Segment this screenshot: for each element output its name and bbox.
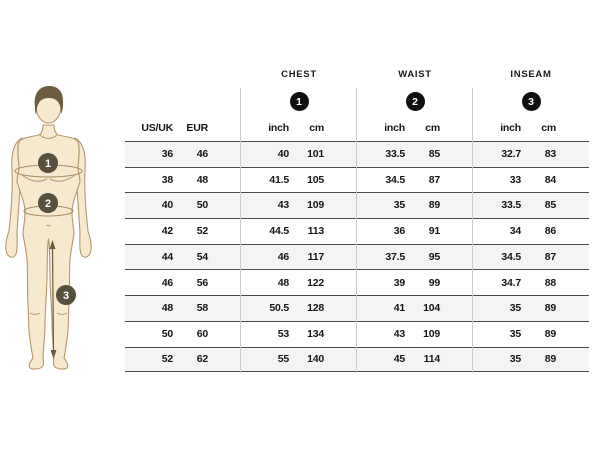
cell-inseam-cm: 87 (544, 250, 556, 263)
cell-waist-inch: 33.5 (385, 148, 405, 161)
table-row (125, 141, 589, 167)
cell-waist-inch: 34.5 (385, 173, 405, 186)
cell-eur: 48 (196, 173, 208, 186)
marker-waist (38, 193, 58, 213)
cell-waist-inch: 43 (393, 327, 405, 340)
cell-inseam-cm: 84 (544, 173, 556, 186)
cell-inseam-cm: 89 (544, 302, 556, 315)
cell-waist-cm: 104 (423, 302, 440, 315)
group-label-inseam: INSEAM (510, 69, 552, 80)
cell-eur: 56 (196, 276, 208, 289)
cell-chest-inch: 46 (277, 250, 289, 263)
cell-inseam-inch: 35 (509, 327, 521, 340)
cell-chest-cm: 140 (307, 353, 324, 366)
cell-eur: 58 (196, 302, 208, 315)
cell-waist-inch: 35 (393, 199, 405, 212)
cell-chest-cm: 109 (307, 199, 324, 212)
cell-us-uk: 38 (161, 173, 173, 186)
cell-waist-inch: 41 (393, 302, 405, 315)
group-label-row (125, 60, 589, 88)
table-row (125, 218, 589, 244)
table-row (125, 192, 589, 218)
table-row (125, 295, 589, 321)
cell-chest-cm: 122 (307, 276, 324, 289)
cell-inseam-cm: 88 (544, 276, 556, 289)
cell-eur: 54 (196, 250, 208, 263)
cell-waist-cm: 87 (428, 173, 440, 186)
cell-chest-cm: 105 (307, 173, 324, 186)
table-row (125, 244, 589, 270)
cell-us-uk: 42 (161, 225, 173, 238)
cell-chest-inch: 53 (277, 327, 289, 340)
cell-waist-inch: 45 (393, 353, 405, 366)
cell-us-uk: 48 (161, 302, 173, 315)
column-header-row (125, 115, 589, 141)
cell-waist-inch: 39 (393, 276, 405, 289)
cell-inseam-inch: 35 (509, 302, 521, 315)
cell-waist-cm: 89 (428, 199, 440, 212)
marker-waist-number: 2 (44, 198, 52, 210)
cell-chest-inch: 41.5 (269, 173, 289, 186)
body-measurement-figure (0, 75, 130, 395)
table-body (125, 141, 589, 372)
marker-chest-number: 1 (44, 158, 52, 170)
cell-eur: 52 (196, 225, 208, 238)
group-divider-line (472, 88, 473, 373)
cell-waist-inch: 36 (393, 225, 405, 238)
cell-us-uk: 46 (161, 276, 173, 289)
table-row (125, 347, 589, 373)
cell-us-uk: 36 (161, 148, 173, 161)
col-header-chest-inch: inch (268, 121, 289, 134)
cell-inseam-inch: 34 (509, 225, 521, 238)
cell-us-uk: 50 (161, 327, 173, 340)
cell-chest-cm: 128 (307, 302, 324, 315)
cell-chest-inch: 43 (277, 199, 289, 212)
size-chart-table (125, 60, 589, 373)
cell-chest-cm: 117 (307, 250, 324, 263)
cell-inseam-cm: 89 (544, 327, 556, 340)
cell-chest-inch: 48 (277, 276, 289, 289)
col-header-usuk: US/UK (141, 121, 173, 134)
col-header-waist-inch: inch (384, 121, 405, 134)
cell-chest-cm: 113 (307, 225, 324, 238)
col-header-inseam-cm: cm (541, 121, 556, 134)
cell-chest-inch: 44.5 (269, 225, 289, 238)
cell-eur: 60 (196, 327, 208, 340)
cell-chest-inch: 40 (277, 148, 289, 161)
cell-us-uk: 52 (161, 353, 173, 366)
cell-inseam-inch: 35 (509, 353, 521, 366)
marker-chest (38, 153, 58, 173)
cell-chest-inch: 55 (277, 353, 289, 366)
cell-us-uk: 44 (161, 250, 173, 263)
cell-waist-cm: 114 (423, 353, 440, 366)
cell-chest-cm: 134 (307, 327, 324, 340)
cell-waist-cm: 85 (428, 148, 440, 161)
table-row (125, 269, 589, 295)
col-header-waist-cm: cm (425, 121, 440, 134)
group-label-chest: CHEST (281, 69, 317, 80)
col-header-chest-cm: cm (309, 121, 324, 134)
cell-eur: 46 (196, 148, 208, 161)
cell-chest-inch: 50.5 (269, 302, 289, 315)
cell-chest-cm: 101 (307, 148, 324, 161)
group-label-spacer (125, 60, 241, 88)
marker-inseam (56, 285, 76, 305)
table-row (125, 321, 589, 347)
inseam-marker-badge: 3 (522, 92, 541, 111)
cell-waist-cm: 95 (428, 250, 440, 263)
col-header-inseam-inch: inch (500, 121, 521, 134)
col-header-eur: EUR (186, 121, 208, 134)
cell-waist-inch: 37.5 (385, 250, 405, 263)
cell-waist-cm: 99 (428, 276, 440, 289)
cell-inseam-inch: 32.7 (501, 148, 521, 161)
cell-inseam-inch: 33.5 (501, 199, 521, 212)
cell-inseam-inch: 33 (509, 173, 521, 186)
group-divider-line (356, 88, 357, 373)
waist-marker-badge: 2 (406, 92, 425, 111)
cell-inseam-inch: 34.7 (501, 276, 521, 289)
cell-waist-cm: 109 (423, 327, 440, 340)
marker-badge-row (125, 88, 589, 115)
cell-inseam-cm: 89 (544, 353, 556, 366)
cell-inseam-cm: 86 (544, 225, 556, 238)
group-divider-line (240, 88, 241, 373)
table-row (125, 167, 589, 193)
cell-inseam-inch: 34.5 (501, 250, 521, 263)
cell-waist-cm: 91 (428, 225, 440, 238)
cell-us-uk: 40 (161, 199, 173, 212)
cell-inseam-cm: 83 (544, 148, 556, 161)
group-label-waist: WAIST (398, 69, 432, 80)
chest-marker-badge: 1 (290, 92, 309, 111)
marker-inseam-number: 3 (62, 290, 70, 302)
cell-inseam-cm: 85 (544, 199, 556, 212)
cell-eur: 62 (196, 353, 208, 366)
cell-eur: 50 (196, 199, 208, 212)
